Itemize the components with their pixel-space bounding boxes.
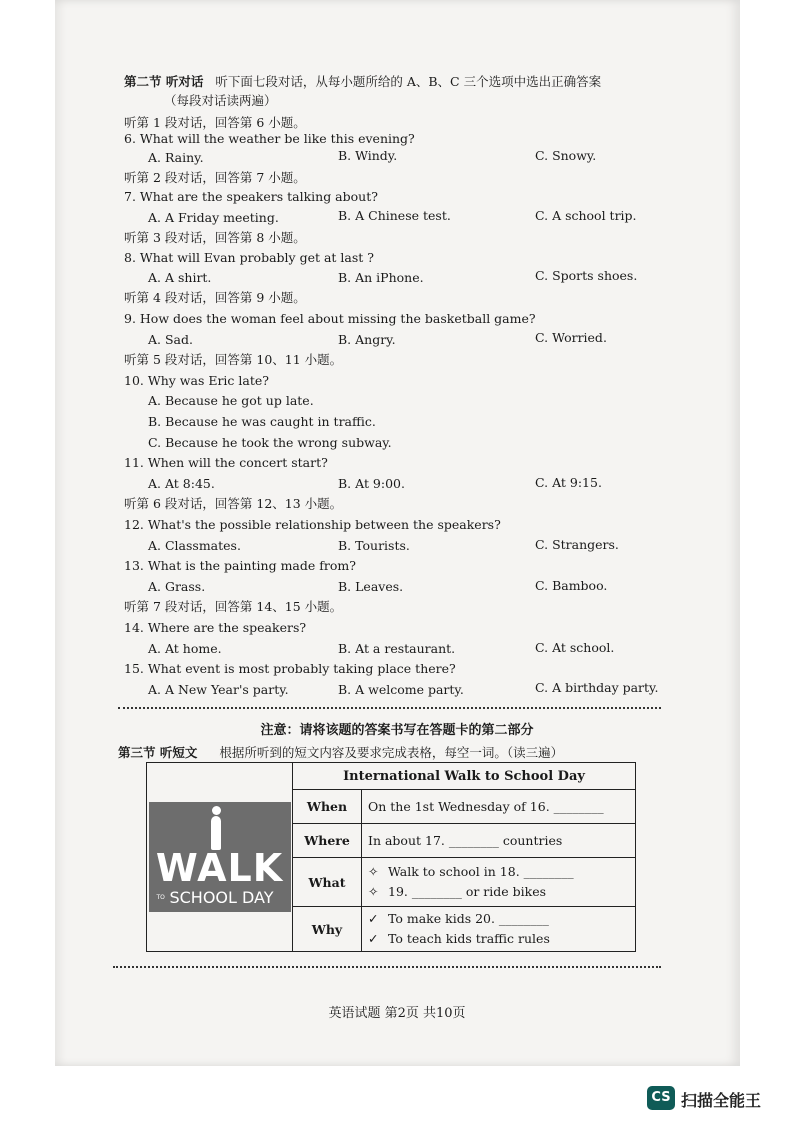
section2-heading: 第二节 听对话 bbox=[124, 74, 204, 89]
walk-to-school-logo bbox=[149, 802, 291, 912]
diamond-bullet-icon: ✧ bbox=[368, 864, 379, 879]
row-why-values bbox=[362, 907, 636, 952]
option-b: B. A welcome party. bbox=[338, 682, 464, 697]
divider bbox=[118, 707, 661, 709]
option-b: B. Angry. bbox=[338, 332, 396, 347]
row-where-value: In about 17. ________ countries bbox=[362, 824, 636, 858]
option-b: B. An iPhone. bbox=[338, 270, 424, 285]
option-a: A. A shirt. bbox=[148, 270, 212, 285]
question-6: 6. What will the weather be like this evening? bbox=[124, 131, 415, 146]
option-b: B. At 9:00. bbox=[338, 476, 405, 491]
option-c: C. At 9:15. bbox=[535, 475, 602, 490]
option-c: C. Sports shoes. bbox=[535, 268, 638, 283]
section3-header bbox=[118, 745, 563, 761]
dialog-label: 听第 1 段对话，回答第 6 小题。 bbox=[124, 115, 306, 130]
why-line-1: To make kids 20. ________ bbox=[388, 911, 549, 926]
why-line-2: To teach kids traffic rules bbox=[388, 931, 550, 946]
option-b: B. Tourists. bbox=[338, 538, 410, 553]
row-what-values bbox=[362, 858, 636, 907]
option-a: A. Rainy. bbox=[148, 150, 204, 165]
row-label-where: Where bbox=[293, 824, 362, 858]
question-8: 8. What will Evan probably get at last ? bbox=[124, 250, 374, 265]
walk-to-school-table bbox=[146, 762, 636, 952]
question-7: 7. What are the speakers talking about? bbox=[124, 189, 378, 204]
option-b: B. Leaves. bbox=[338, 579, 404, 594]
option-a: A. Grass. bbox=[148, 579, 206, 594]
option-c: C. Strangers. bbox=[535, 537, 619, 552]
option-c: C. Because he took the wrong subway. bbox=[148, 435, 392, 450]
option-b: B. At a restaurant. bbox=[338, 641, 456, 656]
option-a: A. A New Year's party. bbox=[148, 682, 289, 697]
row-label-what: What bbox=[293, 858, 362, 907]
row-label-when: When bbox=[293, 790, 362, 824]
camscanner-logo-icon: CS bbox=[647, 1086, 675, 1110]
option-b: B. Because he was caught in traffic. bbox=[148, 414, 376, 429]
option-a: A. At home. bbox=[148, 641, 222, 656]
divider bbox=[113, 966, 661, 968]
question-14: 14. Where are the speakers? bbox=[124, 620, 307, 635]
walk-logo-cell bbox=[147, 763, 293, 952]
section3-heading: 第三节 听短文 bbox=[118, 745, 198, 760]
question-10: 10. Why was Eric late? bbox=[124, 373, 269, 388]
dialog-label: 听第 7 段对话，回答第 14、15 小题。 bbox=[124, 599, 343, 614]
logo-walk-text: WALK bbox=[155, 846, 284, 890]
option-c: C. At school. bbox=[535, 640, 615, 655]
question-15: 15. What event is most probably taking place there? bbox=[124, 661, 456, 676]
option-b: B. A Chinese test. bbox=[338, 208, 451, 223]
table-title: International Walk to School Day bbox=[293, 763, 636, 790]
question-11: 11. When will the concert start? bbox=[124, 455, 328, 470]
row-when-value: On the 1st Wednesday of 16. ________ bbox=[362, 790, 636, 824]
dialog-label: 听第 4 段对话，回答第 9 小题。 bbox=[124, 290, 306, 305]
what-line-1: Walk to school in 18. ________ bbox=[388, 864, 574, 879]
dialog-label: 听第 3 段对话，回答第 8 小题。 bbox=[124, 230, 306, 245]
option-c: C. Worried. bbox=[535, 330, 607, 345]
option-b: B. Windy. bbox=[338, 148, 398, 163]
question-9: 9. How does the woman feel about missing the basketball game? bbox=[124, 311, 536, 326]
answer-notice: 注意：请将该题的答案书写在答题卡的第二部分 bbox=[260, 723, 534, 738]
dialog-label: 听第 5 段对话，回答第 10、11 小题。 bbox=[124, 352, 343, 367]
section2-instruction: 听下面七段对话，从每小题所给的 A、B、C 三个选项中选出正确答案 bbox=[215, 74, 602, 89]
option-a: A. Sad. bbox=[148, 332, 193, 347]
option-a: A. A Friday meeting. bbox=[148, 210, 279, 225]
list-item bbox=[368, 929, 629, 949]
logo-to-text: TO bbox=[156, 894, 165, 901]
option-a: A. Classmates. bbox=[148, 538, 241, 553]
option-a: A. At 8:45. bbox=[148, 476, 215, 491]
section2-note: （每段对话读两遍） bbox=[164, 93, 277, 108]
section3-instruction: 根据所听到的短文内容及要求完成表格，每空一词。（读三遍） bbox=[219, 745, 564, 760]
diamond-bullet-icon: ✧ bbox=[368, 884, 379, 899]
question-12: 12. What's the possible relationship between the speakers? bbox=[124, 517, 501, 532]
dialog-label: 听第 2 段对话，回答第 7 小题。 bbox=[124, 170, 306, 185]
dialog-label: 听第 6 段对话，回答第 12、13 小题。 bbox=[124, 496, 343, 511]
list-item bbox=[368, 882, 629, 902]
what-line-2: 19. ________ or ride bikes bbox=[388, 884, 547, 899]
list-item bbox=[368, 909, 629, 929]
option-c: C. A school trip. bbox=[535, 208, 637, 223]
row-label-why: Why bbox=[293, 907, 362, 952]
option-c: C. Snowy. bbox=[535, 148, 597, 163]
check-icon: ✓ bbox=[368, 911, 379, 926]
page-footer: 英语试题 第2页 共10页 bbox=[328, 1006, 466, 1021]
option-c: C. Bamboo. bbox=[535, 578, 608, 593]
check-icon: ✓ bbox=[368, 931, 379, 946]
option-c: C. A birthday party. bbox=[535, 680, 659, 695]
list-item bbox=[368, 862, 629, 882]
camscanner-app-name: 扫描全能王 bbox=[681, 1091, 762, 1110]
question-13: 13. What is the painting made from? bbox=[124, 558, 356, 573]
option-a: A. Because he got up late. bbox=[148, 393, 314, 408]
section2-header bbox=[124, 74, 601, 90]
walker-icon bbox=[212, 806, 221, 815]
logo-school-day-text: SCHOOL DAY bbox=[169, 888, 274, 907]
